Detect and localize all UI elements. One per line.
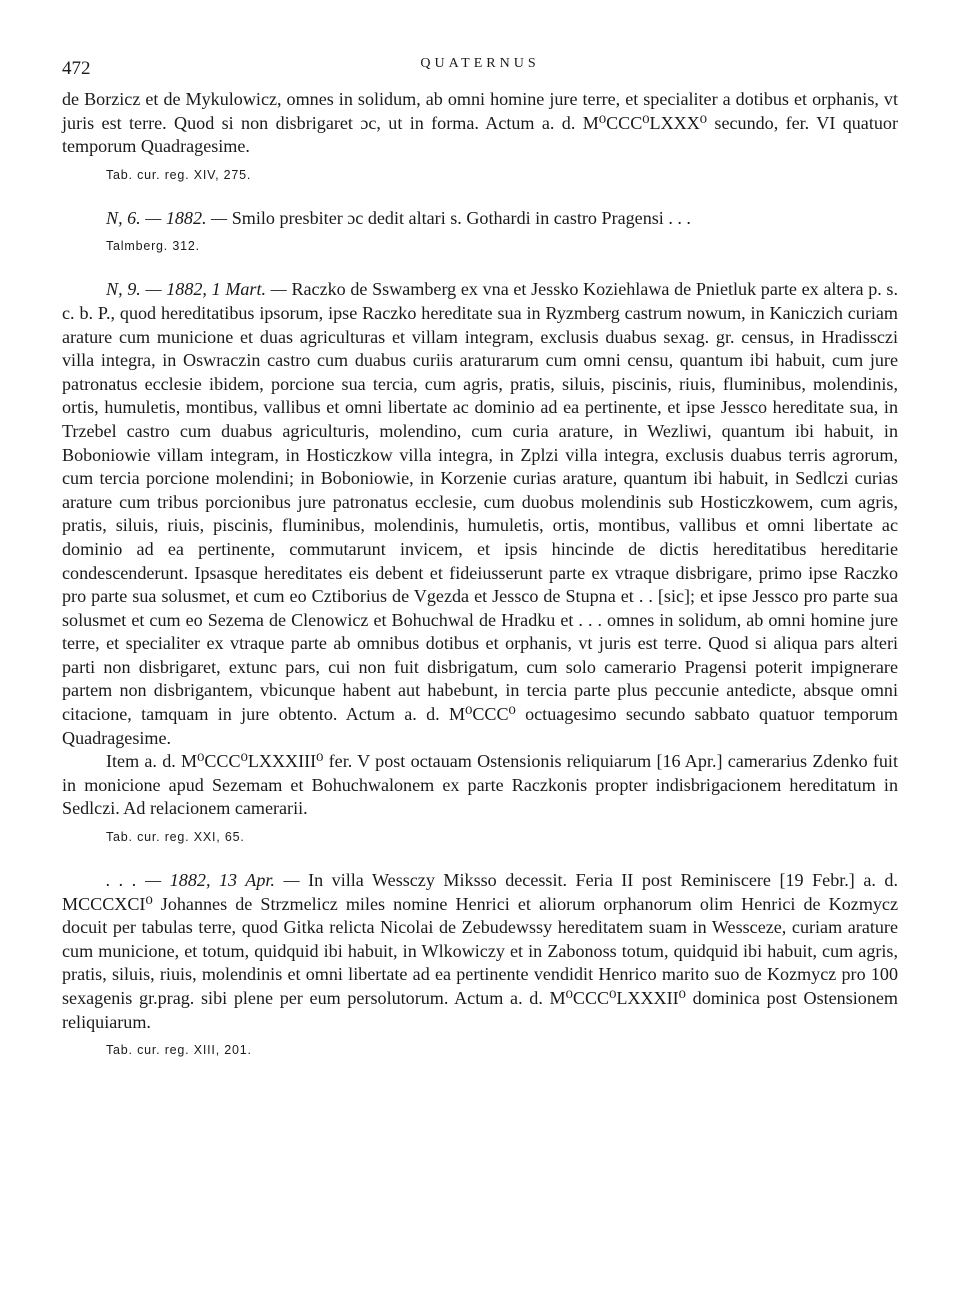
entry-heading: N, 9. — 1882, 1 Mart. — xyxy=(106,279,287,300)
source-citation: Tab. cur. reg. XXI, 65. xyxy=(106,830,245,845)
entry-heading: N, 6. — 1882. — xyxy=(106,207,228,228)
page-number: 472 xyxy=(62,58,91,79)
entry-13-apr xyxy=(62,869,898,1060)
paragraph: de Borzicz et de Mykulowicz, omnes in solidum, ab omni homine jure terre, et specialiter a dotibus et orphanis, vt juris est terre. Quod si non disbrigaret ɔc, ut in forma. Actum a. d. M⁰CCC⁰LXXX⁰ secundo, fer. VI quatuor temporum Quadragesime. xyxy=(62,89,898,157)
entry-text: Smilo presbiter ɔc dedit altari s. Gothardi in castro Pragensi . . . xyxy=(231,207,691,228)
entry-text: Raczko de Sswamberg ex vna et Jessko Koziehlawa de Pnietluk parte ex altera p. s. c. b. P., quod hereditatibus ipsorum, ipse Raczko hereditate sua in Ryzmberg castrum nowum, in Kaniczich curiam arature cum municione et duas agriculturas et villam integram, exclusis duabus sexag. gr. census, in Hradissczi villa integra, in Oswraczin castro cum duabus curiis araturarum cum omni censu, quantum ibi habuit, cum jure patronatus ecclesie ibidem, porcione sua tercia, cum agris, pratis, siluis, piscinis, riuis, fluminibus, molendinis, ortis, humuletis, montibus, vallibus et omni libertate ac dominio ad ea pertinente, et ipse Jessco hereditate sua, in Trzebel castro cum duabus agriculturis, molendino, cum curia arature, in Wezliwi, quantum ibi habuit, in Boboniowie villam integram, in Hosticzkow villa integra, in Zplzi villa integra, exclusis duabus terris agrorum, cum tercia porcione molendini; in Boboniowie, in Korzenie curias arature, quantum ibi habuit, in Sedlczi curias arature cum tribus porcionibus jure patronatus ecclesie, cum duobus molendinis sub Hosticzkowem, cum agris, pratis, siluis, riuis, piscinis, fluminibus, molendinis, humuletis, ortis, montibus, vallibus et omni libertate ac dominio ad ea pertinente, commutarunt invicem, et ipsis hincinde de dictis hereditatibus hereditarie condescenderunt. Ipsasque hereditates eis debent et fideiusserunt parte ex vtraque disbrigare, primo ipse Raczko pro parte sua solusmet, et cum eo Cztiborius de Vgezda et Jessco de Stupna et . . [sic]; et ipse Jessco pro parte sua solusmet et cum eo Sezema de Clenowicz et Bohuchwal de Hradku et . . . omnes in solidum, ab omni homine jure terre, et specialiter ex vtraque parte ab omnibus dotibus et orphanis, vt juris est terre. Quod si aliqua pars alteri parti non disbrigaret, extunc pars, cui non fuit disbrigatum, cum solo camerario Pragensi poterit impignerare partem non disbrigantem, vbicunque habent aut habebunt, in tercia parte plus peccunie antedicte, absque omni citacione, tamquam in jure obtento. Actum a. d. M⁰CCC⁰ octuagesimo secundo sabbato quatuor temporum Quadragesime. xyxy=(62,279,898,748)
paragraph xyxy=(62,207,898,231)
document-page xyxy=(62,52,898,1060)
source-citation: Tab. cur. reg. XIV, 275. xyxy=(106,167,252,182)
source-citation: Tab. cur. reg. XIII, 201. xyxy=(106,1043,252,1058)
source-citation: Talmberg. 312. xyxy=(106,239,200,254)
paragraph: Item a. d. M⁰CCC⁰LXXXIII⁰ fer. V post octauam Ostensionis reliquiarum [16 Apr.] camerarius Zdenko fuit in monicione apud Sezemam et Bohuchwalonem ex parte Raczkonis propter indisbrigacionem hereditatum in Sedlczi. Ad relacionem camerarii. xyxy=(62,751,898,819)
entry-continuation xyxy=(62,88,898,185)
paragraph xyxy=(62,278,898,750)
entry-n9 xyxy=(62,278,898,847)
running-title: QUATERNUS xyxy=(420,56,540,71)
paragraph xyxy=(62,869,898,1034)
entry-heading: . . . — 1882, 13 Apr. — xyxy=(106,870,300,891)
entry-text: In villa Wessczy Miksso decessit. Feria II post Reminiscere [19 Febr.] a. d. MCCCXCI⁰ Johannes de Strzmelicz miles nomine Henrici et aliorum orphanorum olim Henrici de Kozmycz docuit per tabulas terre, quod Gitka relicta Nicolai de Zebudewssy hereditatem suam in Wessceze, curiam arature cum municione, et totum, quidquid ibi habuit, in Wlkowiczy et in Zabonoss totum, quidquid ibi habuit, cum agris, pratis, siluis, riuis, molendinis et omni libertate ad ea pertinente vendidit Henrico marito suo de Kozmycz pro 100 sexagenis gr.prag. sibi plene per eum persolutorum. Actum a. d. M⁰CCC⁰LXXXII⁰ dominica post Ostensionem reliquiarum. xyxy=(62,870,898,1032)
page-header xyxy=(62,52,898,88)
entry-n6 xyxy=(62,207,898,257)
